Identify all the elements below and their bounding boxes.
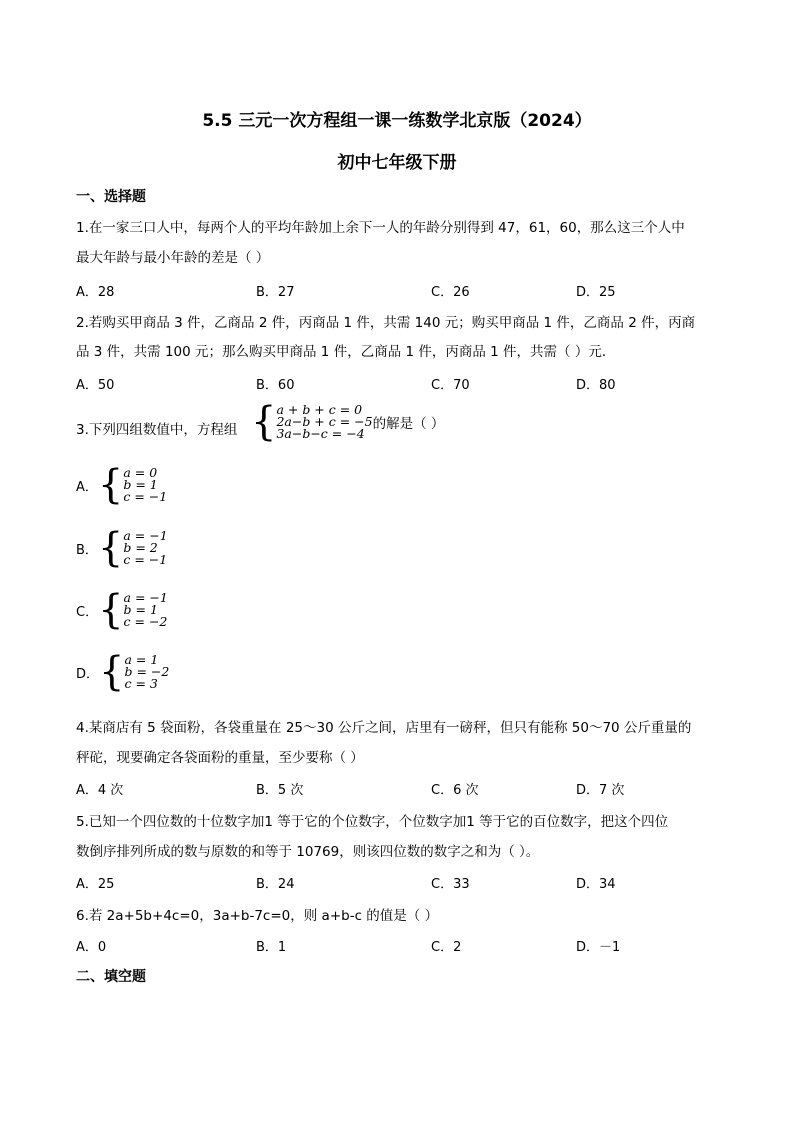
document-title: 5.5 三元一次方程组一课一练数学北京版（2024） xyxy=(202,111,592,131)
option-equation: a = −1 xyxy=(123,528,168,543)
option-label: D． xyxy=(76,666,100,682)
question-1-option-b: B．27 xyxy=(256,285,295,300)
question-2-line-1: 2.若购买甲商品 3 件，乙商品 2 件，丙商品 1 件，共需 140 元；购买甲商品 1 件，乙商品 2 件，丙商 xyxy=(76,315,696,331)
system-equation-2: 2a−b + c = −5 xyxy=(276,414,373,429)
question-1-line-2: 最大年龄与最小年龄的差是（ ） xyxy=(76,250,270,266)
option-equation: c = −1 xyxy=(123,552,168,567)
question-3-option-b xyxy=(76,525,168,571)
option-equation: a = 1 xyxy=(124,652,159,667)
question-3-option-c xyxy=(76,587,168,633)
option-label: C． xyxy=(76,604,99,620)
question-2-line-2: 品 3 件，共需 100 元；那么购买甲商品 1 件，乙商品 1 件，丙商品 1 件，共需（ ）元． xyxy=(76,344,616,360)
question-5-option-a: A．25 xyxy=(76,877,115,892)
option-equation: a = −1 xyxy=(123,590,168,605)
question-6-option-c: C．2 xyxy=(431,940,462,955)
left-brace: { xyxy=(251,399,277,445)
question-6-option-d: D．－1 xyxy=(576,940,621,955)
question-5-option-c: C．33 xyxy=(431,877,470,892)
system-equation-1: a + b + c = 0 xyxy=(276,402,363,417)
question-2-option-d: D．80 xyxy=(576,378,616,393)
option-label: A． xyxy=(76,479,98,495)
option-equation: b = 2 xyxy=(123,540,158,555)
option-equation: b = 1 xyxy=(123,477,158,492)
question-6-option-a: A．0 xyxy=(76,940,107,955)
question-2-option-b: B．60 xyxy=(256,378,295,393)
section-heading-fill-in-blank: 二、填空题 xyxy=(76,969,146,985)
question-5-line-1: 5.已知一个四位数的十位数字加1 等于它的个位数字，个位数字加1 等于它的百位数字，把这个四位 xyxy=(76,814,669,830)
question-5-option-b: B．24 xyxy=(256,877,295,892)
question-4-option-b: B．5 次 xyxy=(256,783,304,798)
question-1-option-c: C．26 xyxy=(431,285,470,300)
question-6-option-b: B．1 xyxy=(256,940,287,955)
question-4-option-d: D．7 次 xyxy=(576,783,625,798)
option-equation: b = −2 xyxy=(124,664,170,679)
option-equation: a = 0 xyxy=(123,465,158,480)
question-6-line-1: 6.若 2a+5b+4c=0，3a+b-7c=0，则 a+b-c 的值是（ ） xyxy=(76,908,439,924)
question-5-option-d: D．34 xyxy=(576,877,616,892)
document-subtitle: 初中七年级下册 xyxy=(337,153,457,173)
section-heading-multiple-choice: 一、选择题 xyxy=(76,189,146,205)
option-equation: c = 3 xyxy=(124,676,158,691)
question-2-option-c: C．70 xyxy=(431,378,470,393)
left-brace: { xyxy=(98,587,124,633)
question-3-option-a xyxy=(76,462,168,508)
question-3-suffix: 的解是（ ） xyxy=(372,416,445,432)
question-4-line-1: 4.某商店有 5 袋面粉，各袋重量在 25～30 公斤之间，店里有一磅秤，但只有能称 50～70 公斤重量的 xyxy=(76,720,692,736)
question-1-line-1: 1.在一家三口人中，每两个人的平均年龄加上余下一人的年龄分别得到 47，61，60，那么这三个人中 xyxy=(76,220,685,236)
question-1-option-d: D．25 xyxy=(576,285,616,300)
option-equation: c = −1 xyxy=(123,489,168,504)
question-5-line-2: 数倒序排列所成的数与原数的和等于 10769，则该四位数的数字之和为（ ）。 xyxy=(76,844,540,860)
question-1-option-a: A．28 xyxy=(76,285,115,300)
left-brace: { xyxy=(99,649,125,695)
system-equation-3: 3a−b−c = −4 xyxy=(276,426,365,441)
option-label: B． xyxy=(76,542,98,558)
left-brace: { xyxy=(97,462,124,508)
question-4-option-a: A．4 次 xyxy=(76,783,124,798)
question-3-option-d xyxy=(76,649,170,695)
left-brace: { xyxy=(97,525,124,571)
question-4-line-2: 秤砣，现要确定各袋面粉的重量，至少要称（ ） xyxy=(76,750,364,766)
option-equation: b = 1 xyxy=(123,602,158,617)
question-4-option-c: C．6 次 xyxy=(431,783,479,798)
option-equation: c = −2 xyxy=(123,614,168,629)
question-3-equation-system xyxy=(251,399,445,445)
question-3-prefix: 3.下列四组数值中，方程组 xyxy=(76,422,238,438)
question-2-option-a: A．50 xyxy=(76,378,115,393)
